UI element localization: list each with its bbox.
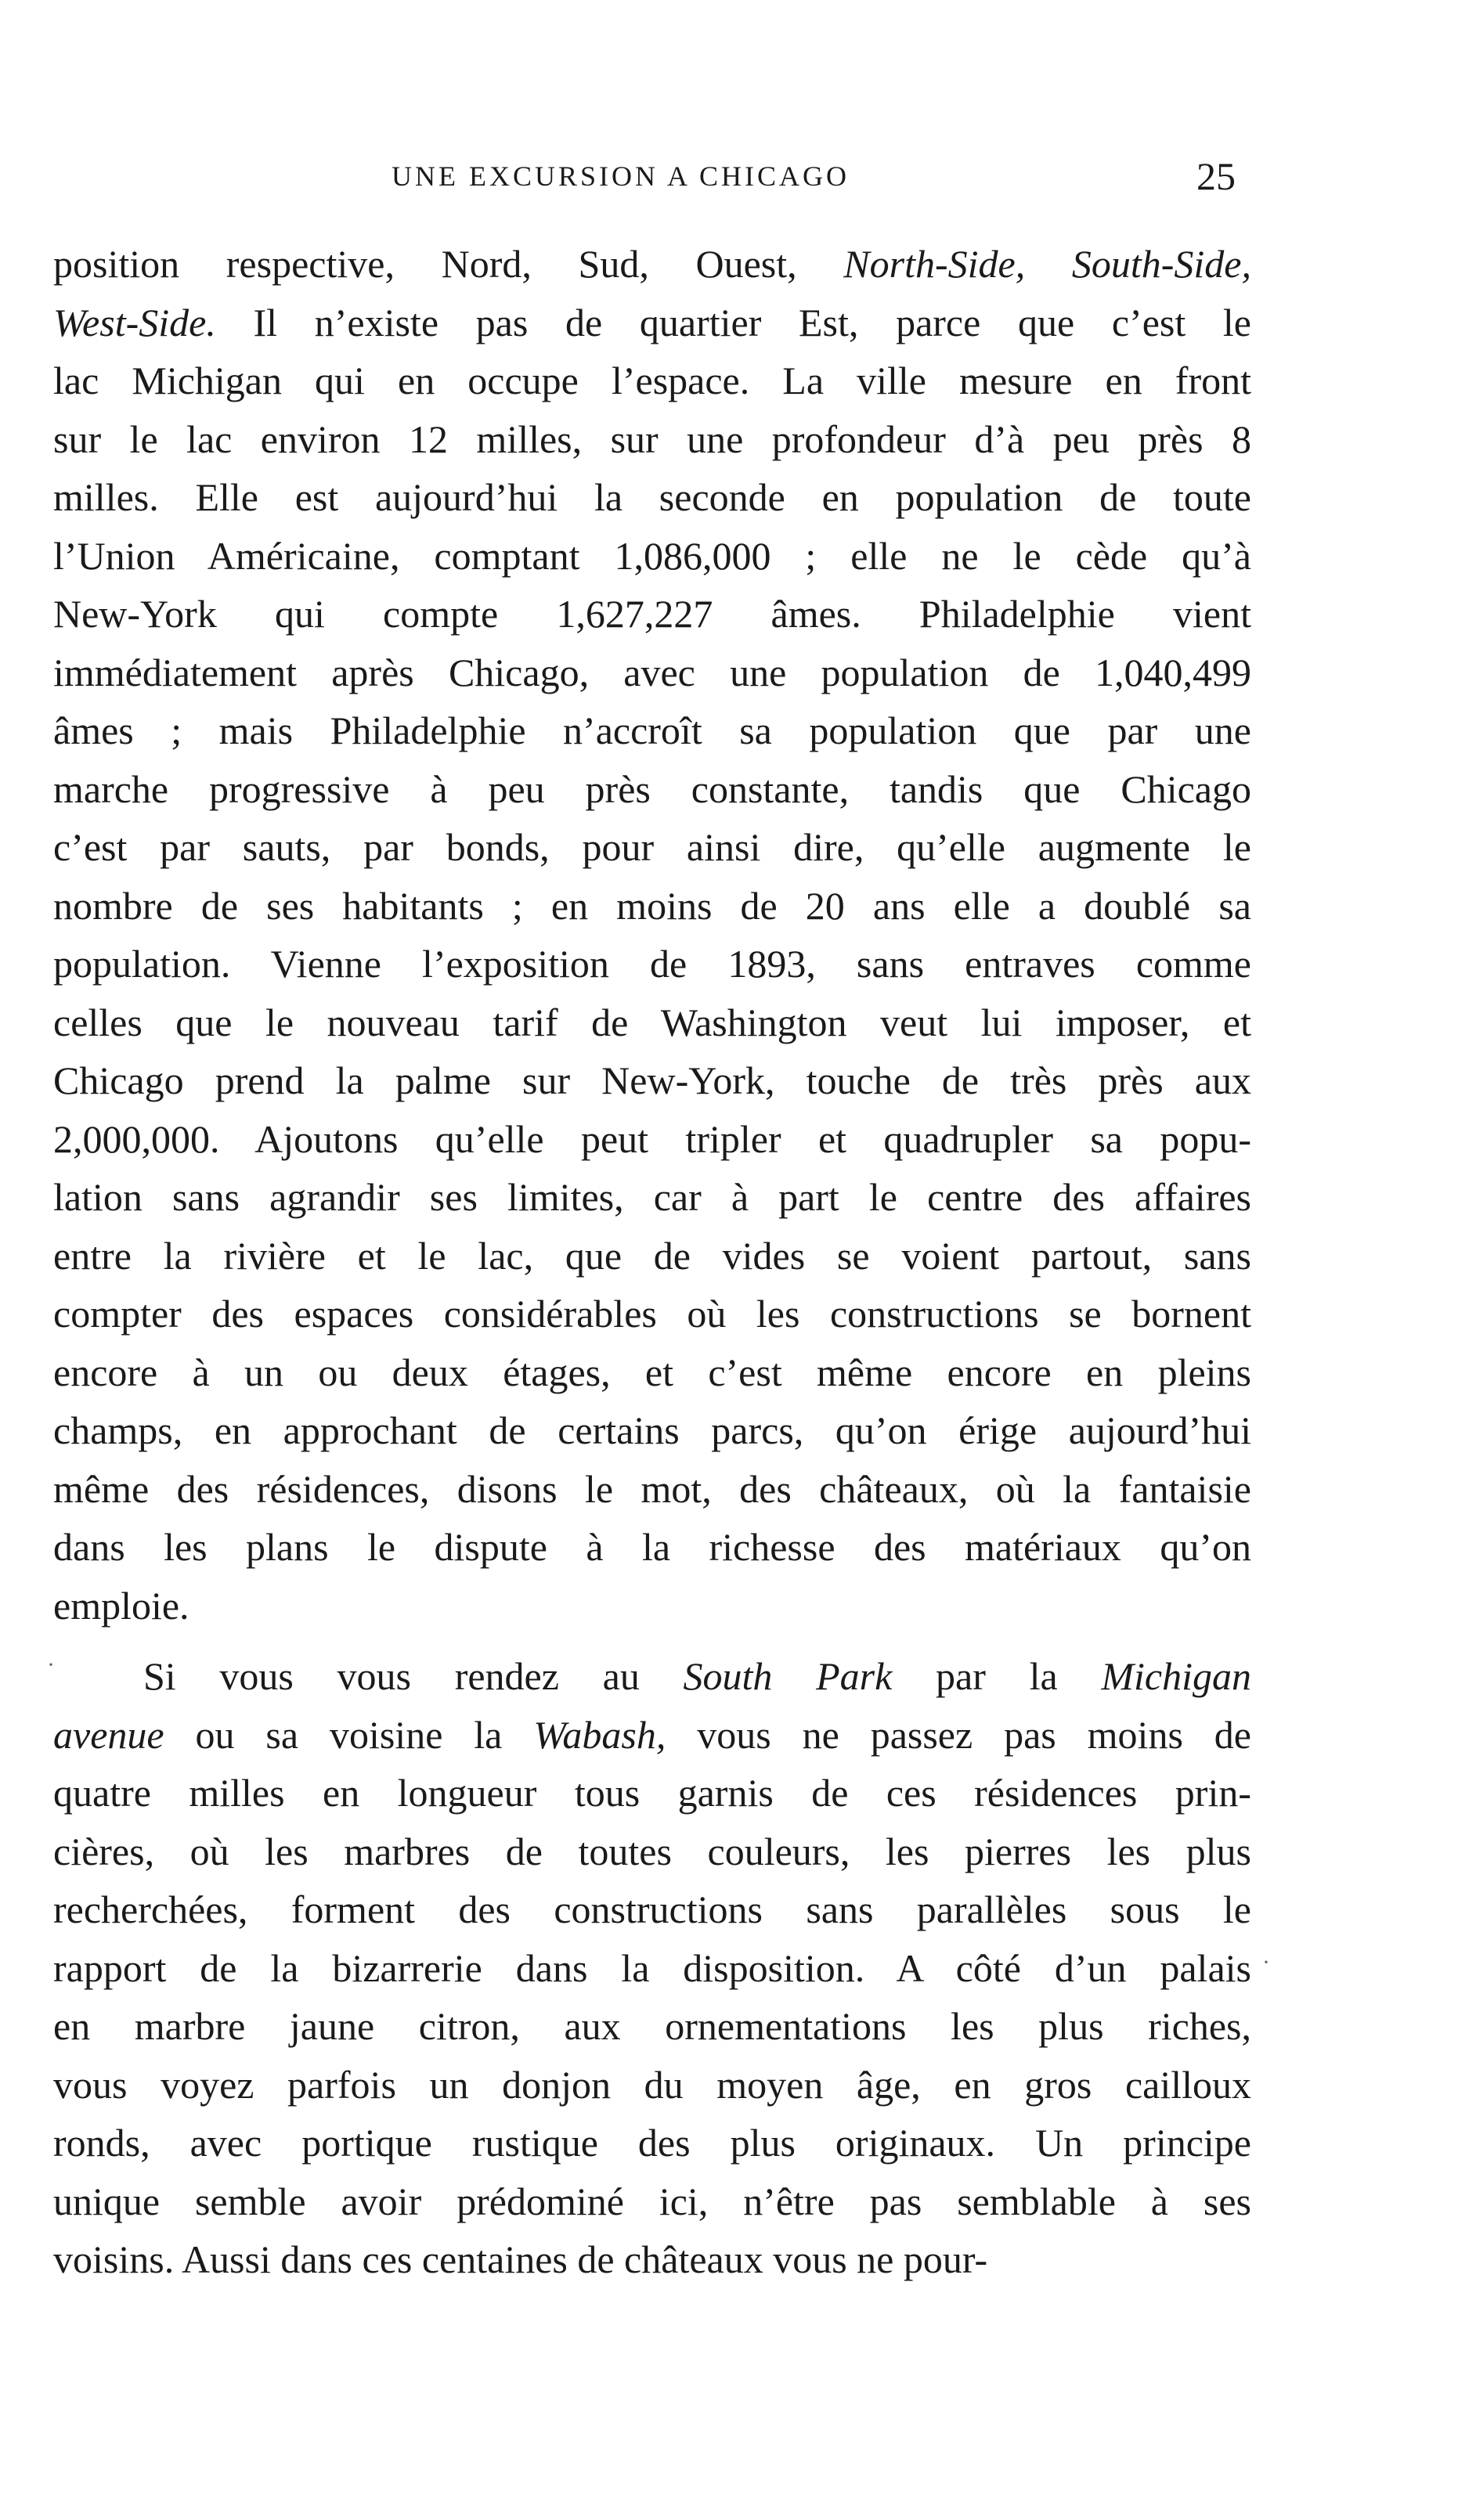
text-segment: âmes ; mais Philadelphie n’accroît sa population que par une [53,708,1251,752]
italic-text: Michigan [1101,1654,1251,1698]
text-line [53,468,1251,527]
text-line [53,2230,1251,2289]
text-line [53,410,1251,469]
text-segment: New-York qui compte 1,627,227 âmes. Philadelphie vient [53,592,1251,636]
text-line [53,1822,1251,1881]
text-segment: par la [892,1654,1102,1698]
margin-speck: · [47,1652,55,1678]
text-segment: lac Michigan qui en occupe l’espace. La ville mesure en front [53,359,1251,402]
text-segment: c’est par sauts, par bonds, pour ainsi dire, qu’elle augmente le [53,825,1251,869]
text-segment: champs, en approchant de certains parcs, qu’on érige aujourd’hui [53,1408,1251,1452]
text-line [53,1577,1251,1635]
text-segment: population. Vienne l’exposition de 1893, sans entraves comme [53,942,1251,986]
text-segment: emploie. [53,1583,189,1628]
paragraph-p2 [53,1647,1251,2289]
text-line [53,1460,1251,1519]
text-segment: position respective, Nord, Sud, Ouest, [53,242,844,286]
text-segment: Si vous vous rendez au [143,1654,684,1698]
running-head [0,153,1476,200]
text-line [53,1168,1251,1227]
text-line [53,993,1251,1052]
text-segment: entre la rivière et le lac, que de vides se voient partout, sans [53,1233,1251,1278]
text-line [53,1880,1251,1939]
text-line [53,1343,1251,1402]
body-text [53,235,1251,2289]
text-segment: quatre milles en longueur tous garnis de ces résidences prin- [53,1771,1251,1815]
text-line [53,1110,1251,1169]
text-line [53,1227,1251,1285]
text-line [53,2172,1251,2231]
text-line [53,701,1251,760]
text-segment: ronds, avec portique rustique des plus originaux. Un principe [53,2121,1251,2165]
text-line [53,760,1251,819]
paragraph-gap [53,1635,1251,1647]
text-line [53,1939,1251,1998]
text-segment: sur le lac environ 12 milles, sur une profondeur d’à peu près 8 [53,416,1251,461]
text-line [53,1285,1251,1343]
text-segment: Chicago prend la palme sur New-York, touche de très près aux [53,1058,1251,1102]
text-line [53,644,1251,702]
paragraph-p1 [53,235,1251,1635]
text-segment: rapport de la bizarrerie dans la disposition. A côté d’un palais [53,1945,1251,1990]
margin-speck: · [1262,1949,1270,1975]
text-segment: marche progressive à peu près constante, tandis que Chicago [53,766,1251,811]
text-segment: l’Union Américaine, comptant 1,086,000 ; elle ne le cède qu’à [53,533,1251,578]
page-number: 25 [1196,154,1236,198]
text-segment: voisins. Aussi dans ces centaines de châteaux vous ne pour- [53,2237,988,2281]
text-line [53,877,1251,936]
text-line [53,1706,1251,1765]
italic-text: South Park [683,1654,893,1698]
text-segment: compter des espaces considérables où les constructions se bornent [53,1292,1251,1336]
italic-text: West-Side. [53,300,216,344]
text-line [53,235,1251,294]
text-line [53,1997,1251,2056]
text-segment: ou sa voisine la [164,1712,534,1757]
text-segment: en marbre jaune citron, aux ornementations les plus riches, [53,2004,1251,2048]
text-segment: 2,000,000. Ajoutons qu’elle peut tripler et quadrupler sa popu- [53,1116,1251,1161]
text-line [53,818,1251,877]
italic-text: North-Side, South-Side, [843,242,1251,286]
text-line [53,1401,1251,1460]
text-segment: immédiatement après Chicago, avec une population de 1,040,499 [53,650,1251,694]
text-segment: milles. Elle est aujourd’hui la seconde en population de toute [53,475,1251,519]
text-segment: cières, où les marbres de toutes couleurs, les pierres les plus [53,1829,1251,1873]
text-segment: même des résidences, disons le mot, des châteaux, où la fantaisie [53,1466,1251,1511]
text-segment: vous voyez parfois un donjon du moyen âge, en gros cailloux [53,2062,1251,2107]
text-line [53,935,1251,993]
text-line [53,2056,1251,2114]
text-segment: dans les plans le dispute à la richesse des matériaux qu’on [53,1525,1251,1569]
text-segment: recherchées, forment des constructions sans parallèles sous le [53,1887,1251,1931]
italic-text: avenue [53,1712,164,1757]
text-segment: encore à un ou deux étages, et c’est même encore en pleins [53,1350,1251,1394]
text-line [53,1518,1251,1577]
text-line [53,2114,1251,2172]
text-line [53,527,1251,586]
text-line [53,1764,1251,1822]
text-segment: lation sans agrandir ses limites, car à part le centre des affaires [53,1175,1251,1219]
text-segment: nombre de ses habitants ; en moins de 20 ans elle a doublé sa [53,883,1251,928]
text-line [53,294,1251,352]
text-segment: unique semble avoir prédominé ici, n’être pas semblable à ses [53,2179,1251,2223]
text-segment: Il n’existe pas de quartier Est, parce que c’est le [215,300,1251,344]
running-title: UNE EXCURSION A CHICAGO [392,160,850,192]
text-segment: celles que le nouveau tarif de Washington veut lui imposer, et [53,1000,1251,1044]
text-line [53,352,1251,410]
text-line [53,585,1251,644]
italic-text: Wabash, [533,1712,666,1757]
text-line [53,1647,1251,1706]
text-segment: vous ne passez pas moins de [666,1712,1252,1757]
text-line [53,1051,1251,1110]
